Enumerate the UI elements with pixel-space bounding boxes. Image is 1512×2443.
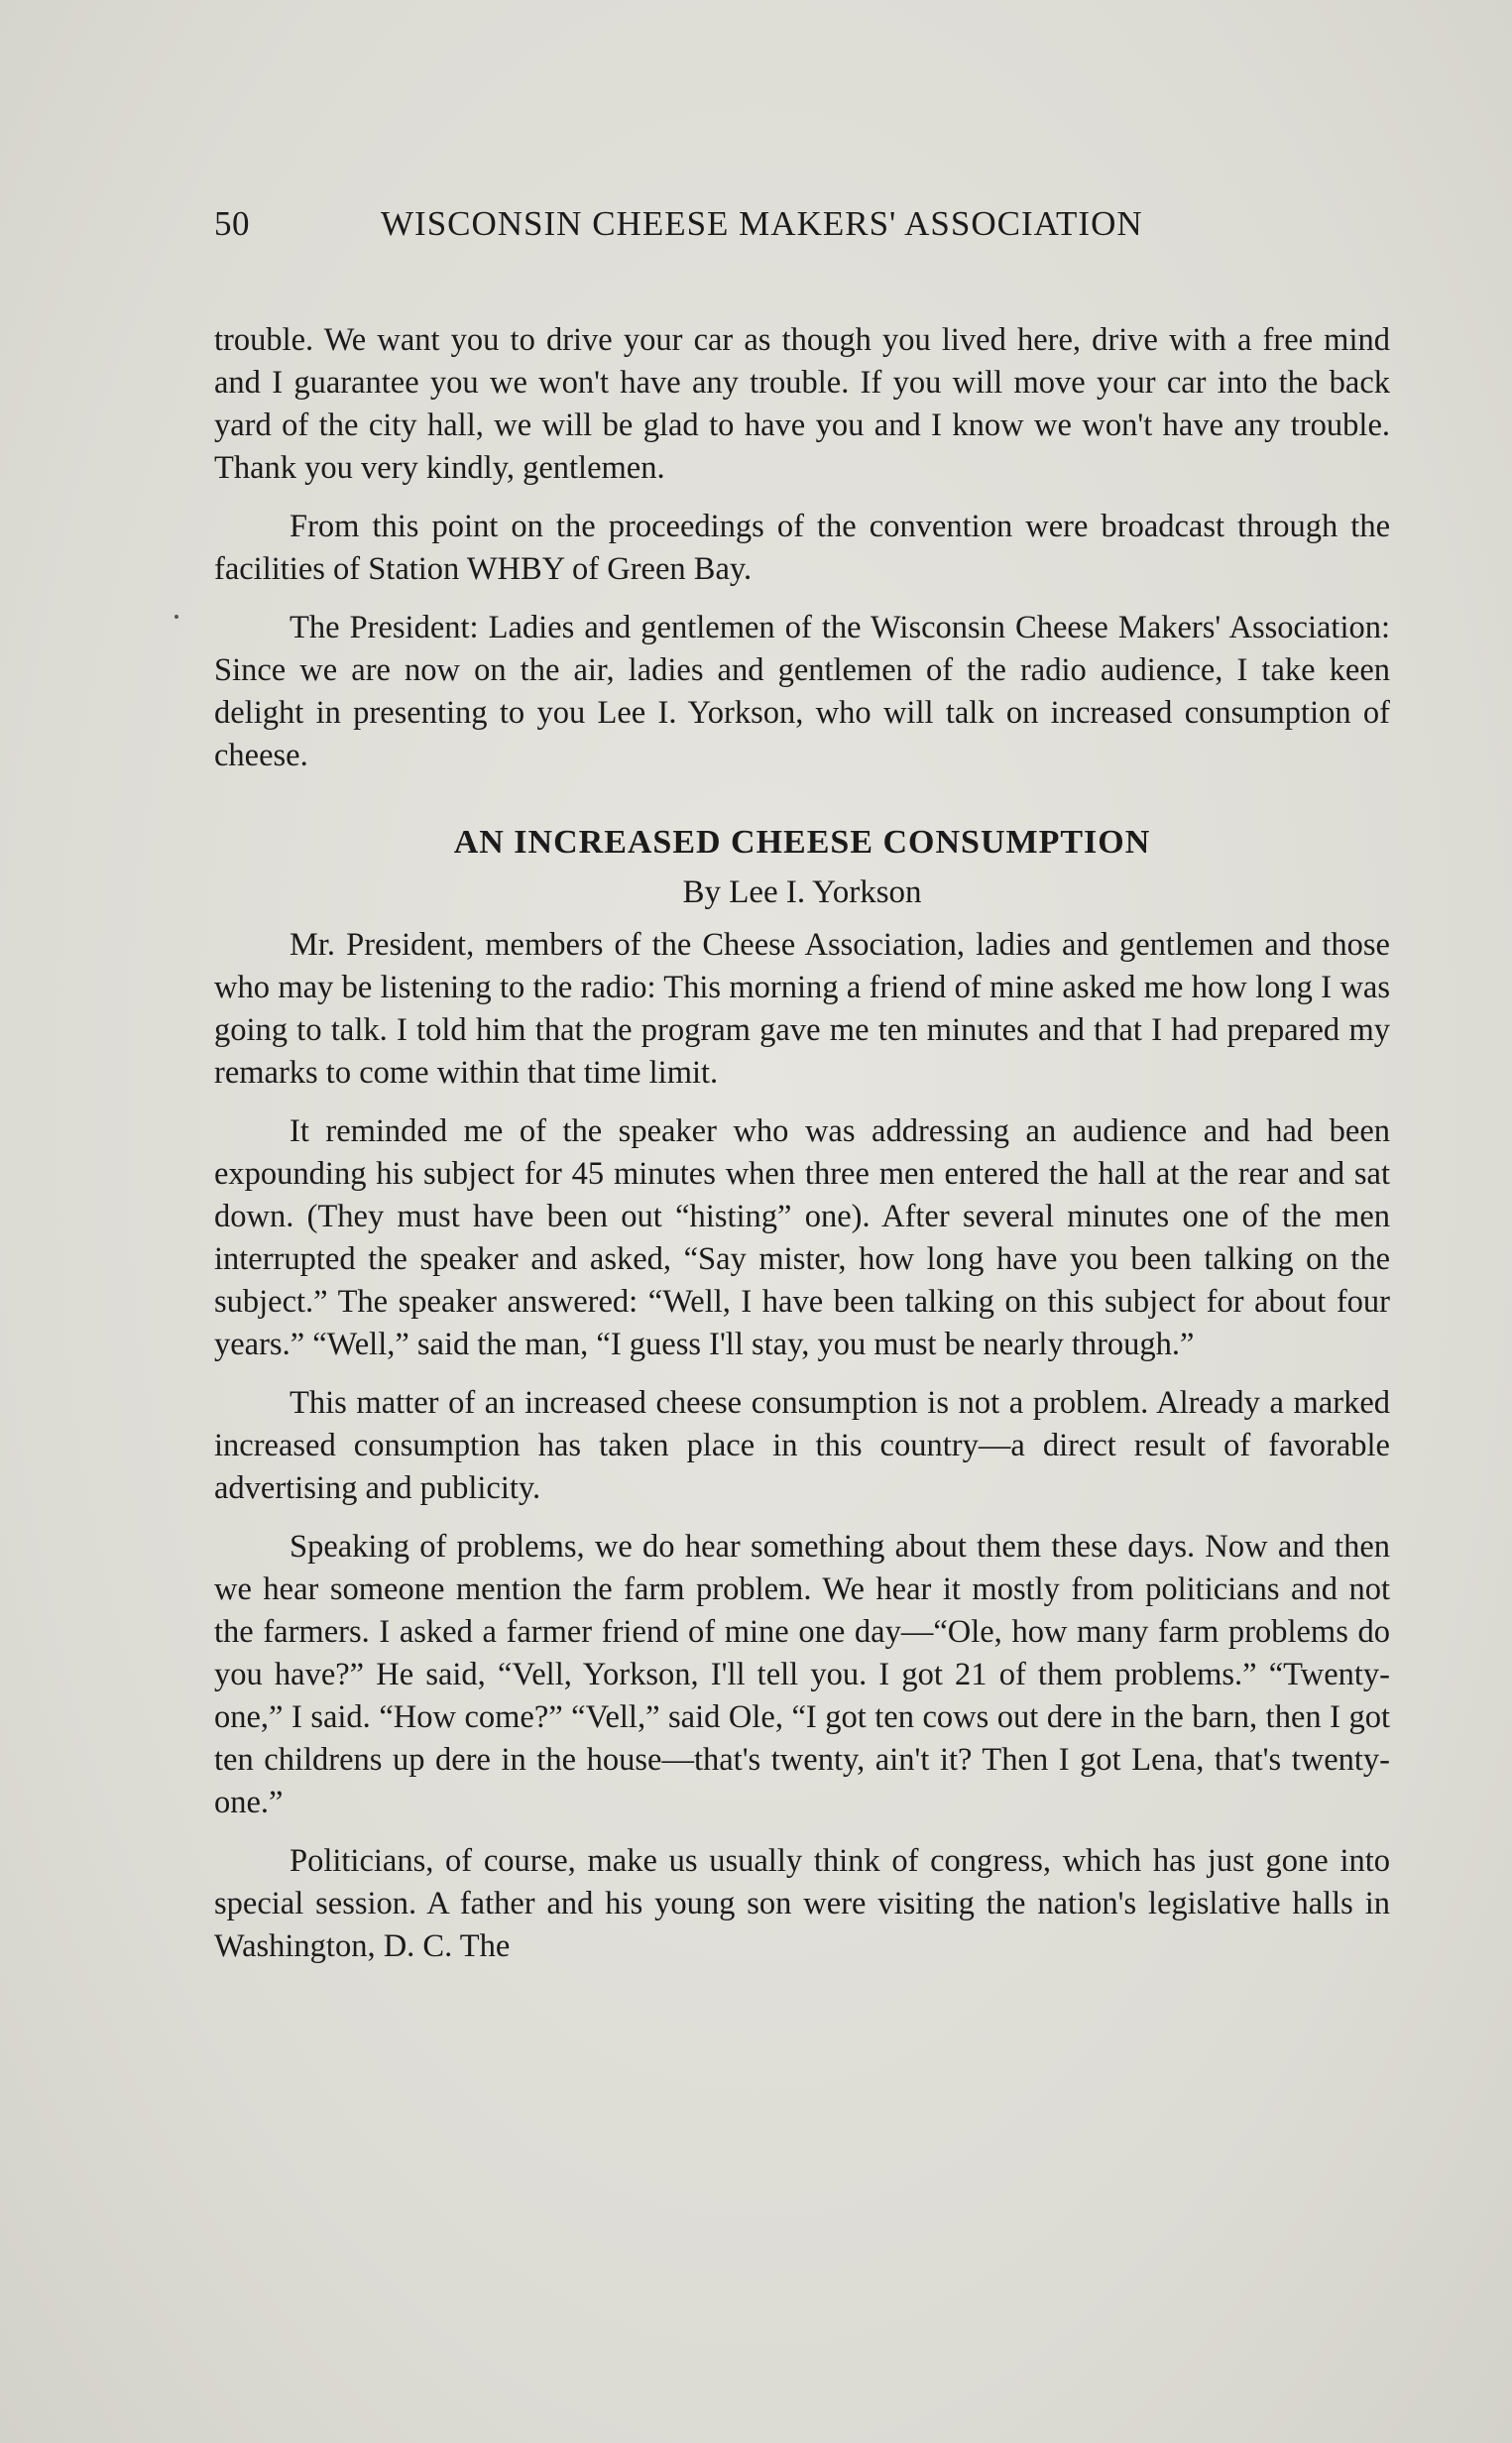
body-text	[214, 319, 1390, 1984]
article-title: AN INCREASED CHEESE CONSUMPTION	[453, 824, 1151, 861]
page-number: 50	[214, 204, 250, 243]
running-head-title: WISCONSIN CHEESE MAKERS' ASSOCIATION	[381, 204, 1143, 243]
paragraph-president-intro: The President: Ladies and gentlemen of the Wisconsin Cheese Makers' Association: Since we are now on the air, ladies and gentlemen of the radio audience, I take keen delight in presenting to you Lee I. Yorkson, who will talk on increased consumption of cheese.	[214, 610, 1390, 773]
article-paragraph: Speaking of problems, we do hear something about them these days. Now and then we hear someone mention the farm problem. We hear it mostly from politicians and not the farmers. I asked a farmer friend of mine one day—“Ole, how many farm problems do you have?” He said, “Vell, Yorkson, I'll tell you. I got 21 of them problems.” “Twenty-one,” I said. “How come?” “Vell,” said Ole, “I got ten cows out dere in the barn, then I got ten childrens up dere in the house—that's twenty, ain't it? Then I got Lena, that's twenty-one.”	[214, 1529, 1390, 1820]
margin-mark	[174, 615, 178, 619]
article-paragraph: This matter of an increased cheese consumption is not a problem. Already a marked increased consumption has taken place in this country—a direct result of favorable advertising and publicity.	[214, 1385, 1390, 1506]
article-paragraph: Mr. President, members of the Cheese Association, ladies and gentlemen and those who may be listening to the radio: This morning a friend of mine asked me how long I was going to talk. I told him that the program gave me ten minutes and that I had prepared my remarks to come within that time limit.	[214, 927, 1390, 1091]
paragraph-continued: trouble. We want you to drive your car as though you lived here, drive with a free mind and I guarantee you we won't have any trouble. If you will move your car into the back yard of the city hall, we will be glad to have you and I know we won't have any trouble. Thank you very kindly, gentlemen.	[214, 322, 1390, 486]
article-paragraph: It reminded me of the speaker who was addressing an audience and had been expounding his subject for 45 minutes when three men entered the hall at the rear and sat down. (They must have been out “histing” one). After several minutes one of the men interrupted the speaker and asked, “Say mister, how long have you been talking on the subject.” The speaker answered: “Well, I have been talking on this subject for about four years.” “Well,” said the man, “I guess I'll stay, you must be nearly through.”	[214, 1113, 1390, 1362]
running-head	[214, 204, 1258, 252]
article-paragraph: Politicians, of course, make us usually think of congress, which has just gone into special session. A father and his young son were visiting the nation's legislative halls in Washington, D. C. The	[214, 1843, 1390, 1964]
paragraph-broadcast-note: From this point on the proceedings of the convention were broadcast through the facilities of Station WHBY of Green Bay.	[214, 509, 1390, 587]
article-byline: By Lee I. Yorkson	[682, 874, 922, 910]
